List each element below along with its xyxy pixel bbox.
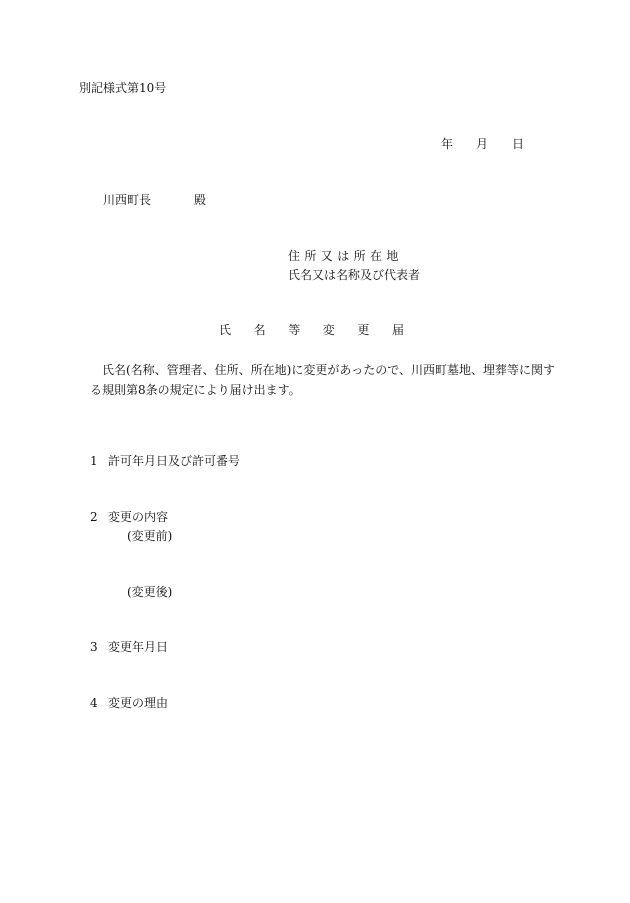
item-label: 変更年月日 <box>108 640 169 654</box>
title-char: 届 <box>391 323 404 337</box>
body-paragraph: 氏名(名称、管理者、住所、所在地)に変更があったので、川西町墓地、埋葬等に関する規則第8条の規定により届け出ます。 <box>90 363 556 397</box>
item-label: 変更の理由 <box>108 696 169 710</box>
addressee-honorific: 殿 <box>194 193 207 207</box>
date-year-label: 年 <box>441 137 454 151</box>
item-label: 変更の内容 <box>108 510 169 524</box>
title-char: 変 <box>322 323 335 337</box>
title-char: 更 <box>357 323 370 337</box>
item-number: 1 <box>90 454 98 468</box>
applicant-name-label: 氏名又は名称及び代表者 <box>288 268 421 282</box>
addressee-name: 川西町長 <box>103 193 152 207</box>
document-title <box>219 324 427 336</box>
item-number: 3 <box>90 640 98 654</box>
item-number: 4 <box>90 696 98 710</box>
title-char: 等 <box>288 323 301 337</box>
date-month-label: 月 <box>476 137 489 151</box>
item-label: 許可年月日及び許可番号 <box>108 454 241 468</box>
date-day-label: 日 <box>512 137 525 151</box>
applicant-address-label: 住所又は所在地 <box>288 249 403 263</box>
form-number: 別記様式第10号 <box>79 81 167 95</box>
change-before-label: (変更前) <box>127 529 173 543</box>
title-char: 氏 <box>219 323 232 337</box>
change-after-label: (変更後) <box>127 585 173 599</box>
item-number: 2 <box>90 510 98 524</box>
title-char: 名 <box>253 323 266 337</box>
